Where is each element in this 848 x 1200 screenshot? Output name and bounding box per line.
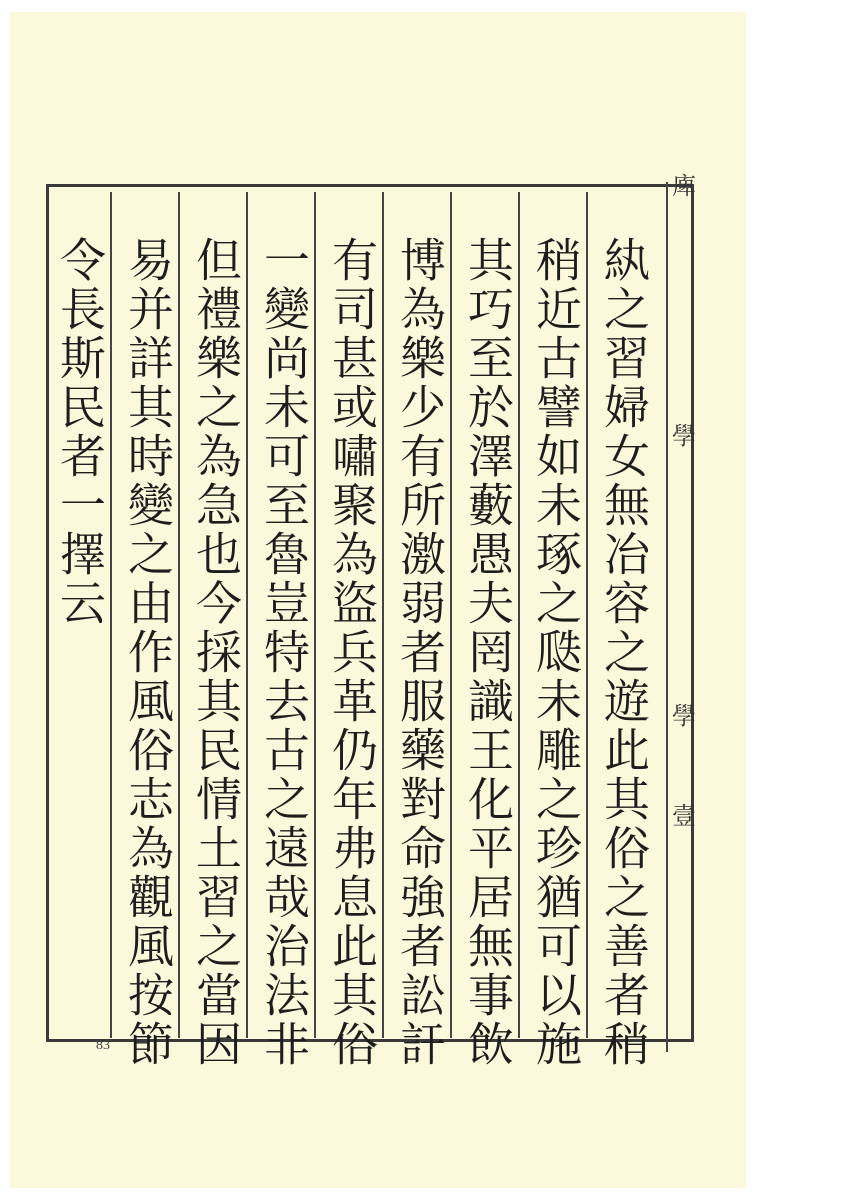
text-column-2: [524, 192, 588, 1069]
page-edge-margin: [666, 162, 696, 1082]
column-text: 稍近古譬如未琢之瓞未雕之珍猶可以施: [529, 236, 583, 1069]
text-column-5: [320, 192, 384, 1069]
column-text: 但禮樂之為急也今採其民情土習之當因: [189, 236, 243, 1069]
text-column-6: [252, 192, 316, 1069]
column-text: 有司甚或嘯聚為盜兵革仍年弗息此其俗: [325, 236, 379, 1069]
text-column-3: [456, 192, 520, 1069]
page-scan: [10, 12, 746, 1188]
column-text: 易并詳其時變之由作風俗志為觀風按節: [121, 236, 175, 1069]
text-column-1: [592, 192, 656, 1069]
column-text: 一變尚未可至魯豈特去古之遠哉治法非: [257, 236, 311, 1069]
column-text: 其巧至於澤藪愚夫罔識王化平居無事飲: [461, 236, 515, 1069]
text-column-7: [184, 192, 248, 1069]
edge-mark: 學: [672, 702, 696, 730]
column-text: 博為樂少有所激弱者服藥對命強者訟訐: [393, 236, 447, 1069]
text-column-4: [388, 192, 452, 1069]
page-number: 83: [96, 1038, 110, 1053]
edge-mark: 庳: [672, 172, 696, 200]
edge-mark: 壹: [672, 802, 696, 830]
column-text: 令長斯民者一擇云: [53, 236, 107, 628]
text-column-8: [116, 192, 180, 1069]
text-column-9: [48, 192, 112, 1038]
column-text: 紈之習婦女無冶容之遊此其俗之善者稍: [597, 236, 651, 1069]
edge-mark: 學: [672, 422, 696, 450]
